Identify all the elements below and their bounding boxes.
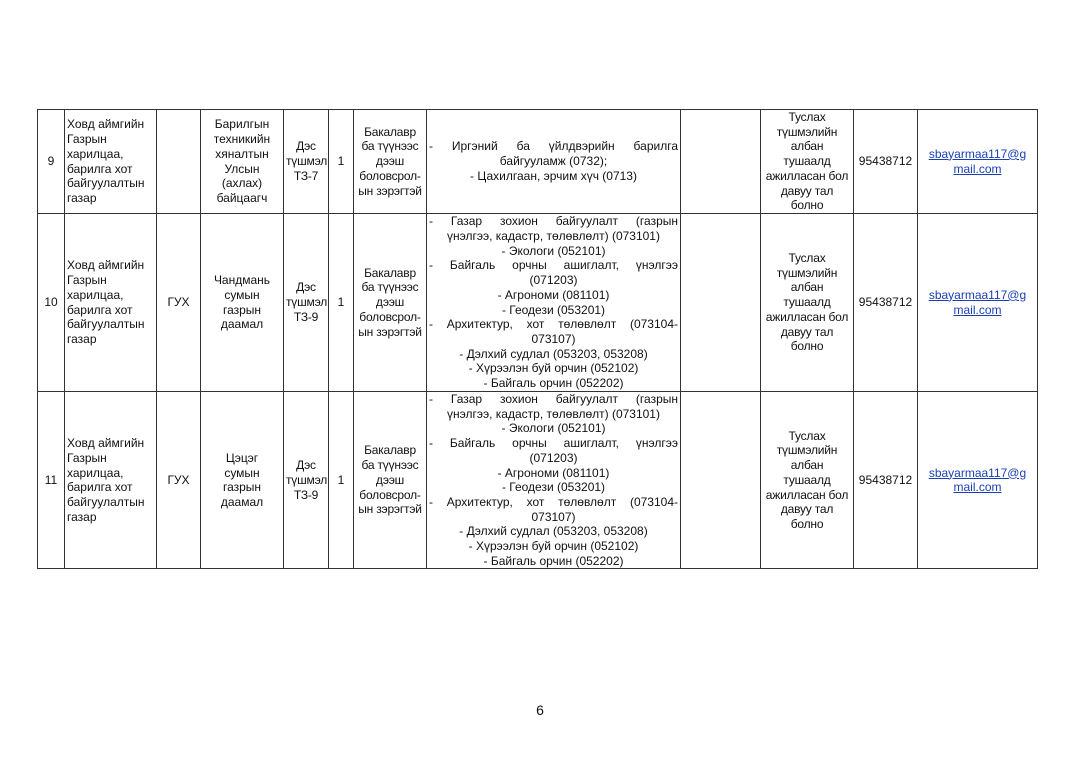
text-line: - Хүрээлэн буй орчин (052102) xyxy=(468,539,639,554)
organization-cell xyxy=(65,214,157,392)
text-line: газрын xyxy=(222,480,262,495)
text-line: техникийн xyxy=(213,132,271,147)
text-line: байгуулалтын xyxy=(67,317,145,332)
text-line: байгуулалтын xyxy=(67,176,145,191)
text-line: ажилласан бол xyxy=(765,309,849,324)
contact-phone: 95438712 xyxy=(858,154,913,169)
text-line: байгуулалтын xyxy=(67,494,145,509)
table-row xyxy=(38,392,1038,569)
text-line: sbayarmaa117@g xyxy=(928,287,1027,302)
text-line: газар xyxy=(67,509,97,524)
phone-cell xyxy=(854,392,918,569)
text-line: Ховд аймгийн xyxy=(67,258,145,273)
text-line: (ахлах) xyxy=(221,176,263,191)
text-line: sbayarmaa117@g xyxy=(928,146,1027,161)
extra-cell xyxy=(681,110,761,214)
text-line: - Иргэний ба үйлдвэрийн барилга xyxy=(429,139,678,154)
text-line: - Газар зохион байгуулалт (газрын xyxy=(429,214,678,229)
position-grade xyxy=(286,280,326,324)
text-line: байгууламж (0732); xyxy=(499,154,608,169)
text-line: даамал xyxy=(220,317,264,332)
text-line: Туслах xyxy=(788,110,826,125)
row-number-cell xyxy=(38,392,65,569)
text-line: барилга хот xyxy=(67,480,133,495)
experience-cell xyxy=(761,392,854,569)
text-line: ын зэрэгтэй xyxy=(358,183,422,198)
text-line: түшмэл xyxy=(286,295,328,310)
text-line: давуу тал xyxy=(780,183,834,198)
table-body xyxy=(38,110,1038,569)
row-number: 9 xyxy=(47,154,55,169)
specialty-list xyxy=(429,214,678,390)
text-line: боловсрол- xyxy=(359,309,421,324)
text-line: Бакалавр xyxy=(364,443,416,458)
contact-email-link[interactable] xyxy=(920,147,1035,176)
text-line: - Геодези (053201) xyxy=(501,480,606,495)
text-line: түшмэлийн xyxy=(776,124,838,139)
text-line: ТЗ-9 xyxy=(293,309,319,324)
text-line: сумын xyxy=(224,465,260,480)
experience-cell xyxy=(761,110,854,214)
text-line: болно xyxy=(790,198,824,213)
contact-phone: 95438712 xyxy=(858,295,913,310)
text-line: түшмэлийн xyxy=(776,443,838,458)
text-line: (071203) xyxy=(529,450,578,465)
text-line: - Дэлхий судлал (053203, 053208) xyxy=(459,524,648,539)
row-number: 10 xyxy=(44,295,58,310)
text-line: дээш xyxy=(375,295,405,310)
text-line: - Экологи (052101) xyxy=(501,243,606,258)
text-line: Газрын xyxy=(67,132,107,147)
text-line: ТЗ-9 xyxy=(293,487,319,502)
specialty-cell xyxy=(427,110,681,214)
vacancy-count: 1 xyxy=(337,295,345,310)
email-cell[interactable] xyxy=(918,214,1038,392)
text-line: Цэцэг xyxy=(225,450,259,465)
grade-cell xyxy=(284,392,329,569)
count-cell xyxy=(329,392,354,569)
text-line: - Байгаль орчны ашиглалт, үнэлгээ xyxy=(429,258,678,273)
vacancy-count: 1 xyxy=(337,154,345,169)
position-title xyxy=(203,451,281,510)
text-line: ын зэрэгтэй xyxy=(358,324,422,339)
organization-name xyxy=(67,258,154,346)
text-line: тушаалд xyxy=(783,295,831,310)
row-number-cell xyxy=(38,214,65,392)
text-line: түшмэл xyxy=(286,154,328,169)
text-line: mail.com xyxy=(953,480,1002,495)
text-line: Бакалавр xyxy=(364,265,416,280)
text-line: хяналтын xyxy=(215,146,269,161)
text-line: ба түүнээс xyxy=(361,280,419,295)
specialty-cell xyxy=(427,392,681,569)
text-line: албан xyxy=(790,458,824,473)
text-line: Туслах xyxy=(788,251,826,266)
category-cell xyxy=(157,392,201,569)
text-line: харилцаа, xyxy=(67,146,124,161)
text-line: mail.com xyxy=(953,161,1002,176)
organization-name xyxy=(67,117,154,205)
text-line: - Байгаль орчин (052202) xyxy=(483,376,624,391)
education-requirement xyxy=(356,443,424,517)
category-code: ГУХ xyxy=(167,472,190,487)
contact-email-link[interactable] xyxy=(920,466,1035,495)
text-line: түшмэлийн xyxy=(776,265,838,280)
text-line: - Экологи (052101) xyxy=(501,421,606,436)
text-line: Газрын xyxy=(67,450,107,465)
position-cell xyxy=(201,214,284,392)
text-line: үнэлгээ, кадастр, төлөвлөлт) (073101) xyxy=(447,406,660,421)
text-line: - Байгаль орчны ашиглалт, үнэлгээ xyxy=(429,436,678,451)
specialty-list xyxy=(429,392,678,568)
text-line: - Архитектур, хот төлөвлөлт (073104- xyxy=(429,494,678,509)
text-line: ба түүнээс xyxy=(361,458,419,473)
organization-cell xyxy=(65,110,157,214)
organization-cell xyxy=(65,392,157,569)
text-line: - Газар зохион байгуулалт (газрын xyxy=(429,392,678,406)
text-line: барилга хот xyxy=(67,302,133,317)
email-cell[interactable] xyxy=(918,110,1038,214)
text-line: - Архитектур, хот төлөвлөлт (073104- xyxy=(429,317,678,332)
text-line: 073107) xyxy=(531,509,576,524)
text-line: Чандмань xyxy=(213,273,271,288)
text-line: Бакалавр xyxy=(364,124,416,139)
specialty-cell xyxy=(427,214,681,392)
text-line: албан xyxy=(790,139,824,154)
extra-cell xyxy=(681,392,761,569)
count-cell xyxy=(329,110,354,214)
email-cell[interactable] xyxy=(918,392,1038,569)
text-line: ажилласан бол xyxy=(765,487,849,502)
text-line: Туслах xyxy=(788,428,826,443)
text-line: - Дэлхий судлал (053203, 053208) xyxy=(459,346,648,361)
contact-email-link[interactable] xyxy=(920,288,1035,317)
text-line: - Геодези (053201) xyxy=(501,302,606,317)
text-line: сумын xyxy=(224,287,260,302)
text-line: газар xyxy=(67,190,97,205)
text-line: газар xyxy=(67,331,97,346)
position-grade xyxy=(286,139,326,183)
text-line: ын зэрэгтэй xyxy=(358,502,422,517)
phone-cell xyxy=(854,214,918,392)
experience-note xyxy=(763,251,851,354)
category-cell xyxy=(157,110,201,214)
row-number-cell xyxy=(38,110,65,214)
text-line: харилцаа, xyxy=(67,465,124,480)
text-line: түшмэл xyxy=(286,472,328,487)
text-line: - Цахилгаан, эрчим хүч (0713) xyxy=(470,168,637,183)
row-number: 11 xyxy=(44,472,58,487)
text-line: (071203) xyxy=(529,273,578,288)
table-row xyxy=(38,214,1038,392)
text-line: ажилласан бол xyxy=(765,168,849,183)
vacancy-table xyxy=(37,109,1038,569)
category-cell xyxy=(157,214,201,392)
text-line: албан xyxy=(790,280,824,295)
text-line: барилга хот xyxy=(67,161,133,176)
text-line: давуу тал xyxy=(780,324,834,339)
text-line: Дэс xyxy=(296,280,316,295)
text-line: болно xyxy=(790,516,824,531)
phone-cell xyxy=(854,110,918,214)
text-line: Ховд аймгийн xyxy=(67,436,145,451)
text-line: sbayarmaa117@g xyxy=(928,465,1027,480)
text-line: Дэс xyxy=(296,139,316,154)
text-line: Дэс xyxy=(296,458,316,473)
page-number: 6 xyxy=(536,702,544,718)
education-cell xyxy=(354,392,427,569)
table-row xyxy=(38,110,1038,214)
experience-cell xyxy=(761,214,854,392)
text-line: ТЗ-7 xyxy=(293,168,319,183)
position-cell xyxy=(201,110,284,214)
position-cell xyxy=(201,392,284,569)
text-line: - Хүрээлэн буй орчин (052102) xyxy=(468,361,639,376)
text-line: үнэлгээ, кадастр, төлөвлөлт) (073101) xyxy=(447,228,660,243)
text-line: дээш xyxy=(375,472,405,487)
position-title xyxy=(203,273,281,332)
experience-note xyxy=(763,110,851,213)
grade-cell xyxy=(284,214,329,392)
text-line: Ховд аймгийн xyxy=(67,117,145,132)
text-line: - Байгаль орчин (052202) xyxy=(483,553,624,568)
text-line: газрын xyxy=(222,302,262,317)
text-line: болно xyxy=(790,339,824,354)
education-requirement xyxy=(356,266,424,340)
specialty-list xyxy=(429,139,678,183)
contact-phone: 95438712 xyxy=(858,472,913,487)
organization-name xyxy=(67,436,154,524)
text-line: ба түүнээс xyxy=(361,139,419,154)
grade-cell xyxy=(284,110,329,214)
position-title xyxy=(203,117,281,205)
text-line: 073107) xyxy=(531,331,576,346)
text-line: байцаагч xyxy=(216,190,268,205)
experience-note xyxy=(763,429,851,532)
text-line: Газрын xyxy=(67,273,107,288)
text-line: давуу тал xyxy=(780,502,834,517)
text-line: дээш xyxy=(375,154,405,169)
text-line: mail.com xyxy=(953,302,1002,317)
education-requirement xyxy=(356,125,424,199)
text-line: тушаалд xyxy=(783,472,831,487)
text-line: боловсрол- xyxy=(359,168,421,183)
text-line: тушаалд xyxy=(783,154,831,169)
education-cell xyxy=(354,214,427,392)
text-line: - Агрономи (081101) xyxy=(497,465,610,480)
text-line: - Агрономи (081101) xyxy=(497,287,610,302)
education-cell xyxy=(354,110,427,214)
text-line: даамал xyxy=(220,494,264,509)
extra-cell xyxy=(681,214,761,392)
text-line: харилцаа, xyxy=(67,287,124,302)
text-line: боловсрол- xyxy=(359,487,421,502)
category-code: ГУХ xyxy=(167,295,190,310)
text-line: Улсын xyxy=(224,161,260,176)
vacancy-count: 1 xyxy=(337,472,345,487)
text-line: Барилгын xyxy=(214,117,270,132)
count-cell xyxy=(329,214,354,392)
position-grade xyxy=(286,458,326,502)
